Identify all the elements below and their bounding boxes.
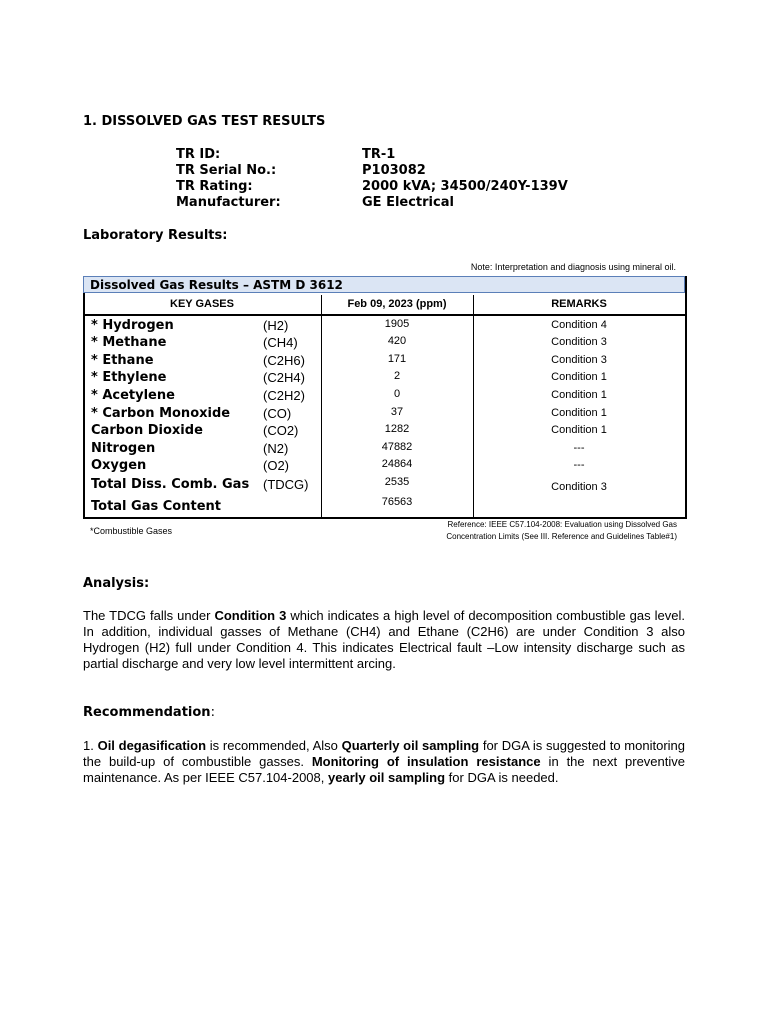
recommendation-emphasis: Oil degasification [97, 738, 207, 753]
reference-note [377, 519, 677, 543]
analysis-emphasis: Condition 3 [214, 608, 287, 623]
interpretation-note: Note: Interpretation and diagnosis using mineral oil. [470, 262, 676, 272]
table-row [83, 334, 685, 351]
table-row [83, 457, 685, 474]
gas-name: * Hydrogen [91, 318, 174, 333]
gas-remark: Condition 3 [551, 481, 607, 493]
tr-id-value: TR-1 [362, 147, 396, 162]
gas-formula: (O2) [263, 458, 289, 473]
gas-remark: Condition 3 [551, 354, 607, 366]
table-row [83, 405, 685, 422]
combustible-footnote: *Combustible Gases [90, 526, 173, 536]
gas-remark: Condition 1 [551, 371, 607, 383]
gas-name: Nitrogen [91, 441, 156, 456]
gas-remark: --- [573, 442, 585, 454]
gas-value: 2535 [384, 476, 410, 488]
analysis-paragraph [83, 608, 685, 672]
gas-remark: Condition 4 [551, 319, 607, 331]
gas-formula: (CO) [263, 406, 292, 421]
reference-line: Reference: IEEE C57.104-2008: Evaluation using Dissolved Gas [447, 520, 677, 529]
gas-formula: (C2H2) [263, 388, 305, 403]
table-row [83, 498, 685, 515]
gas-remark: Condition 1 [551, 389, 607, 401]
gas-value: 1905 [384, 318, 410, 330]
gas-value: 47882 [381, 441, 413, 453]
gas-value: 0 [393, 388, 401, 400]
recommendation-text: 1. [83, 738, 98, 753]
gas-formula: (C2H4) [263, 370, 305, 385]
table-row [83, 476, 685, 493]
gas-name: Carbon Dioxide [91, 423, 203, 438]
recommendation-title [83, 705, 215, 720]
manufacturer-value: GE Electrical [362, 195, 454, 210]
gas-value: 171 [387, 353, 407, 365]
gas-name: Total Gas Content [91, 499, 221, 514]
gas-formula: (CH4) [263, 335, 298, 350]
table-row [83, 440, 685, 457]
tr-serial-value: P103082 [362, 163, 426, 178]
tr-id-label: TR ID: [176, 147, 221, 162]
gas-remark: Condition 3 [551, 336, 607, 348]
gas-value: 420 [387, 335, 407, 347]
table-row [83, 352, 685, 369]
table-row [83, 422, 685, 439]
gas-name: * Carbon Monoxide [91, 406, 231, 421]
section-heading: 1. DISSOLVED GAS TEST RESULTS [83, 114, 326, 129]
recommendation-colon: : [210, 705, 215, 720]
gas-formula: (TDCG) [263, 477, 309, 492]
recommendation-text: for DGA is needed. [445, 770, 559, 785]
gas-value: 24864 [381, 458, 413, 470]
gas-value: 76563 [381, 496, 413, 508]
tr-rating-label: TR Rating: [176, 179, 253, 194]
recommendation-title-text: Recommendation [83, 705, 211, 720]
gas-value: 1282 [384, 423, 410, 435]
recommendation-text: in the next preventive maintenance. As per IEEE C57.104-2008, [83, 754, 685, 785]
analysis-text: The TDCG falls under [83, 608, 215, 623]
recommendation-paragraph [83, 738, 685, 786]
recommendation-emphasis: Monitoring of insulation resistance [311, 754, 541, 769]
table-caption: Dissolved Gas Results – ASTM D 3612 [83, 276, 685, 293]
analysis-title: Analysis: [83, 576, 150, 591]
manufacturer-label: Manufacturer: [176, 195, 281, 210]
recommendation-emphasis: yearly oil sampling [328, 770, 446, 785]
header-date-ppm: Feb 09, 2023 (ppm) [347, 298, 447, 310]
gas-name: * Acetylene [91, 388, 175, 403]
gas-remark: --- [573, 459, 585, 471]
recommendation-text: for DGA is suggested to monitoring the build-up of combustible gasses. [83, 738, 685, 769]
table-row [83, 387, 685, 404]
gas-name: Oxygen [91, 458, 147, 473]
gas-value: 37 [390, 406, 404, 418]
lab-results-label: Laboratory Results: [83, 228, 228, 243]
analysis-text: which indicates a high level of decomposition combustible gas level. In addition, individual gasses of Methane (CH4) and Ethane (C2H6) are under Condition 3 also Hydrogen (H2) full under Condition 4. This indicates Electrical fault –Low intensity discharge such as partial discharge and very low level intermittent arcing. [83, 608, 685, 671]
table-row [83, 317, 685, 334]
table-row [83, 369, 685, 386]
gas-remark: Condition 1 [551, 407, 607, 419]
gas-formula: (C2H6) [263, 353, 305, 368]
gas-formula: (N2) [263, 441, 289, 456]
gas-formula: (CO2) [263, 423, 299, 438]
recommendation-text: is recommended, Also [206, 738, 342, 753]
gas-name: * Ethane [91, 353, 154, 368]
header-key-gases: KEY GASES [170, 298, 234, 310]
dissolved-gas-table [83, 276, 685, 519]
gas-name: * Methane [91, 335, 167, 350]
reference-line: Concentration Limits (See III. Reference and Guidelines Table#1) [446, 532, 677, 541]
gas-value: 2 [393, 370, 401, 382]
header-remarks: REMARKS [551, 298, 607, 310]
tr-serial-label: TR Serial No.: [176, 163, 277, 178]
gas-name: * Ethylene [91, 370, 167, 385]
gas-remark: Condition 1 [551, 424, 607, 436]
gas-name: Total Diss. Comb. Gas [91, 477, 250, 492]
gas-formula: (H2) [263, 318, 289, 333]
tr-rating-value: 2000 kVA; 34500/240Y-139V [362, 179, 568, 194]
recommendation-emphasis: Quarterly oil sampling [341, 738, 480, 753]
